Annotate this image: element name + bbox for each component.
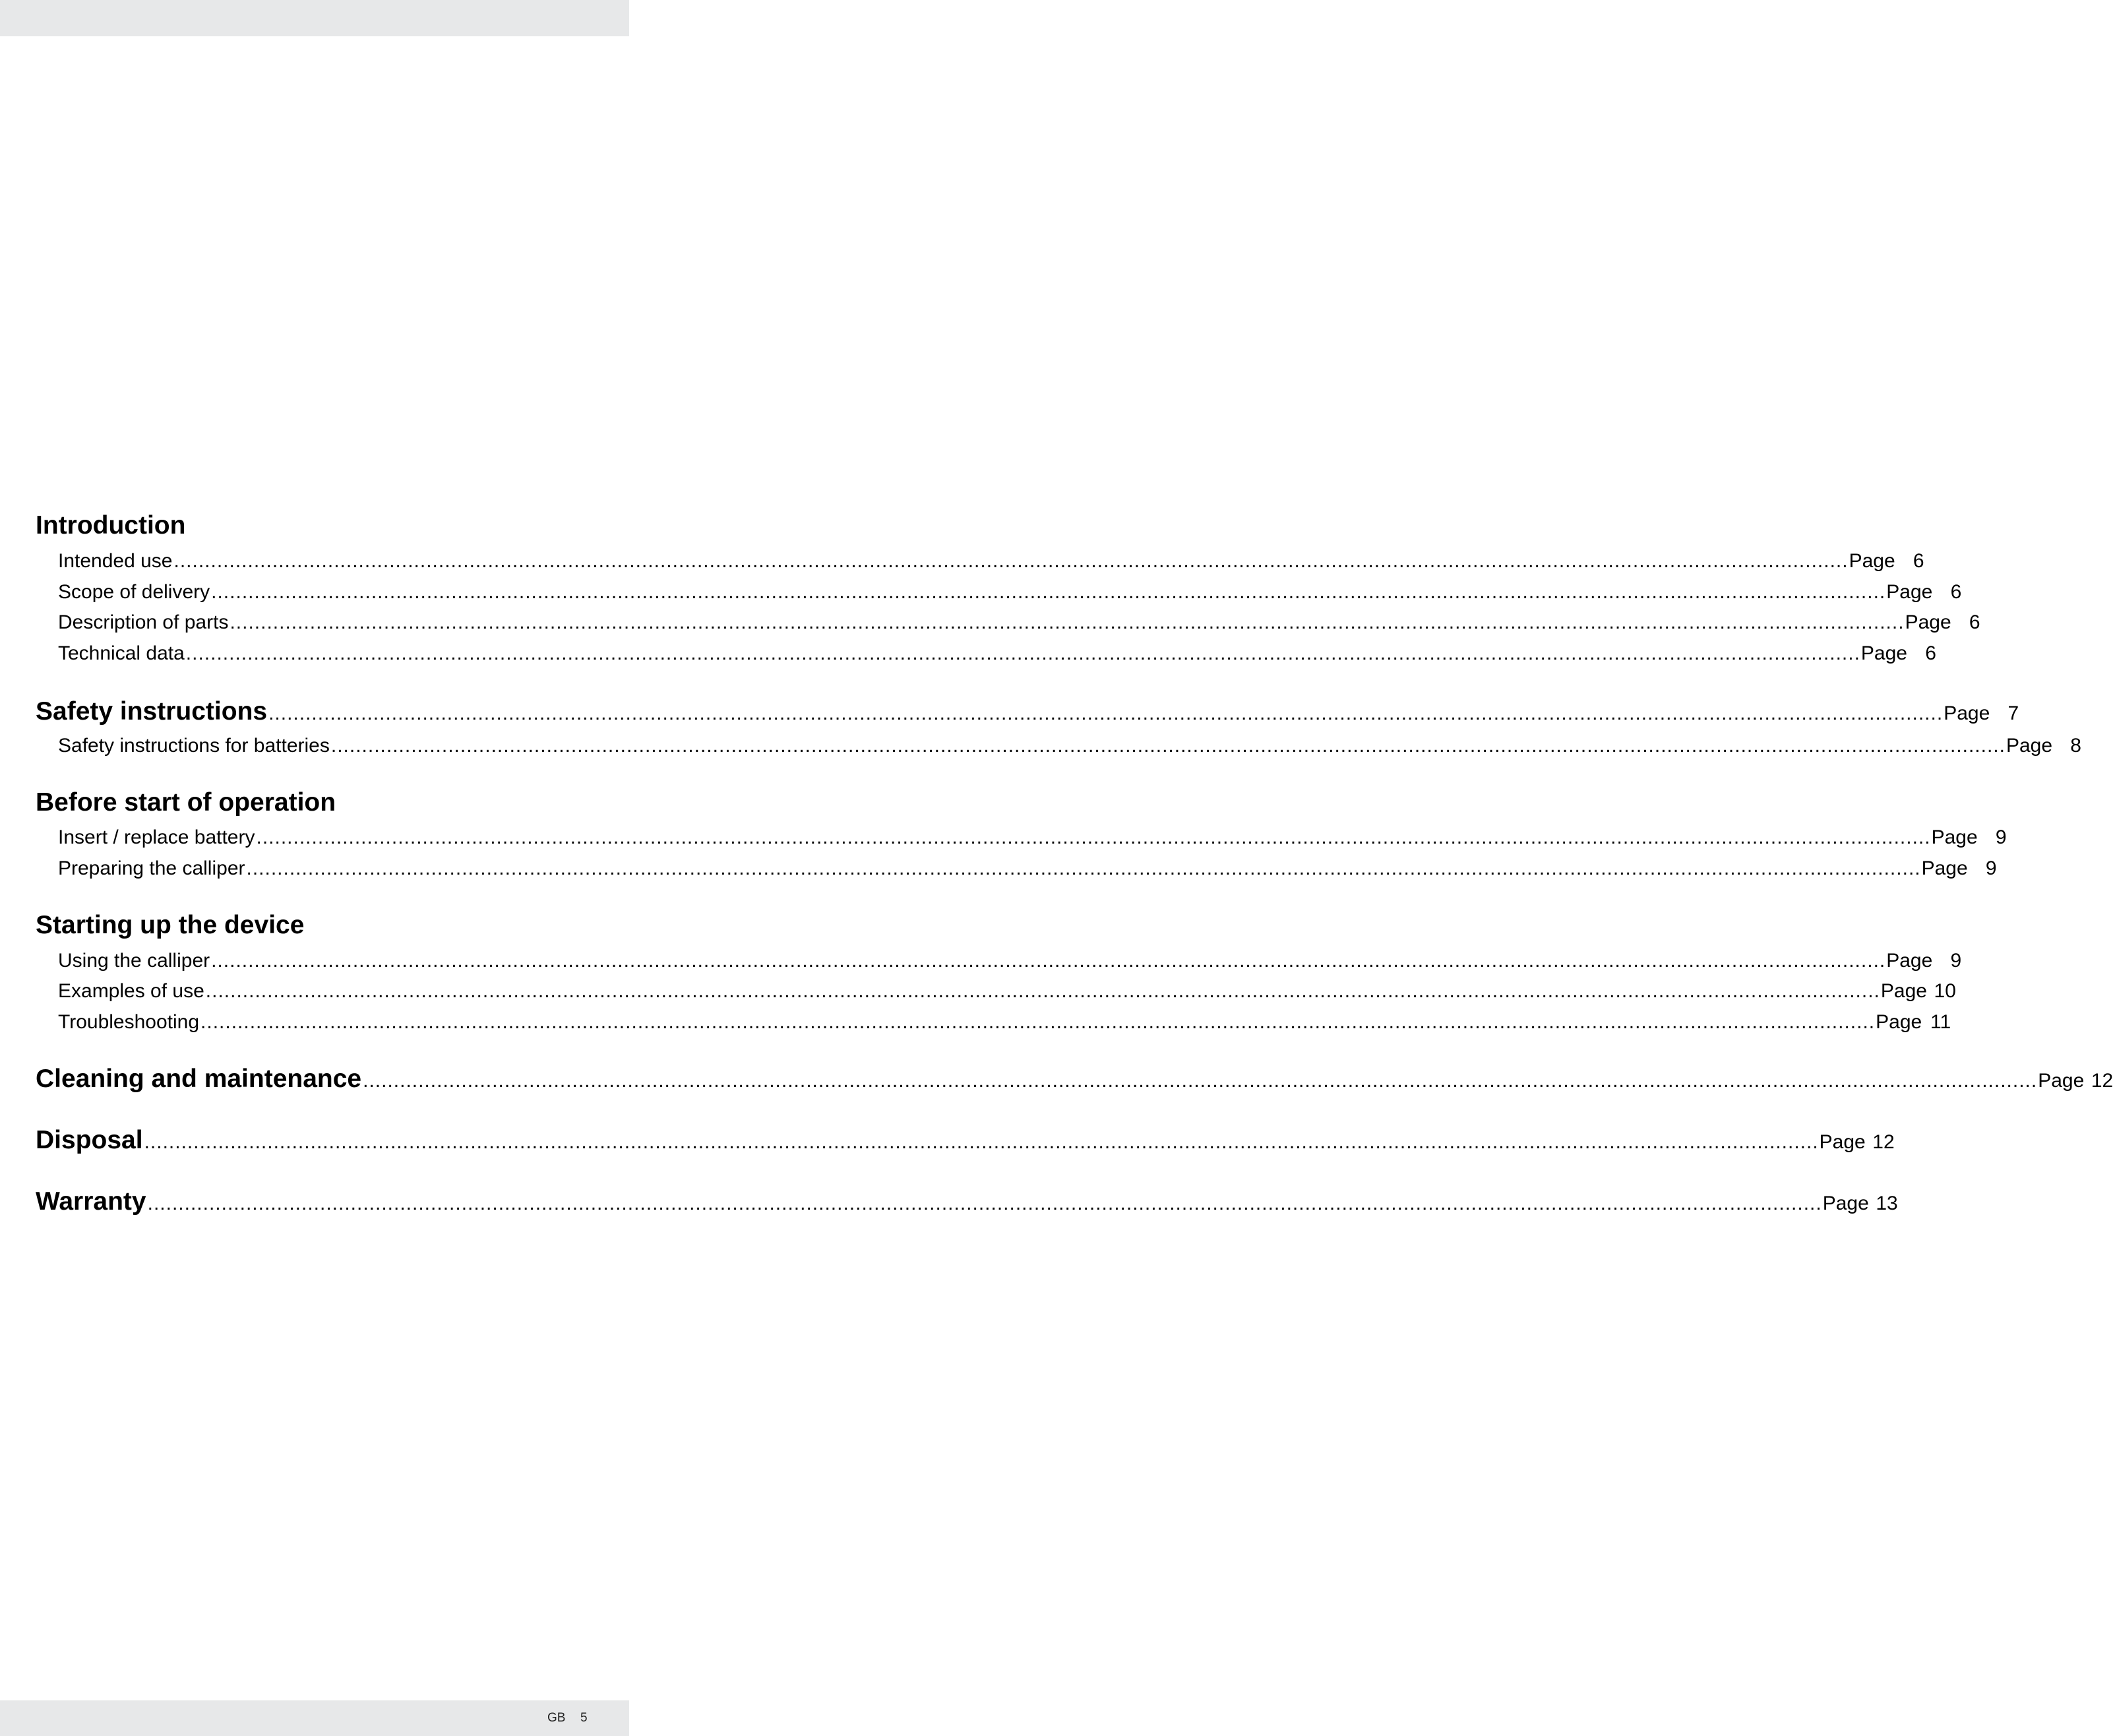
page-label: Page [1819,1131,1866,1153]
toc-heading-title: Disposal [36,1126,143,1154]
toc-heading-title: Warranty [36,1187,146,1216]
page-label: Page [1876,1011,1922,1033]
toc-heading-safety-instructions[interactable] [36,697,2019,726]
page-label: Page [1886,581,1933,603]
toc-entry-description-of-parts[interactable] [58,611,1980,634]
page-label: Page [2006,735,2053,757]
toc-heading-disposal[interactable] [36,1126,1895,1155]
page-number: 13 [1876,1193,1898,1214]
toc-entry-title: Troubleshooting [58,1011,200,1033]
page-label: Page [1822,1193,1869,1214]
toc-heading-before-start [36,788,587,817]
page-number: 9 [1985,857,1997,879]
page-label: Page [1944,702,1990,724]
toc-entry-title: Using the calliper [58,950,210,972]
toc-heading-title: Introduction [36,511,186,540]
toc-entry-using-calliper[interactable] [58,950,1962,972]
toc-entry-troubleshooting[interactable] [58,1011,1951,1034]
toc-entry-title: Intended use [58,550,173,572]
footer-language-code: GB [547,1711,566,1725]
toc-heading-starting-up [36,911,587,940]
toc-entry-technical-data[interactable] [58,642,1936,665]
page-label: Page [1921,857,1968,879]
dot-leader: ................................................................................................................................................................................................................................................................................ [211,581,1886,603]
dot-leader: ................................................................................................................................................................................................................................................................................ [363,1070,2038,1092]
toc-entry-intended-use[interactable] [58,550,1924,573]
dot-leader: ................................................................................................................................................................................................................................................................................ [211,950,1886,972]
toc-entry-preparing-calliper[interactable] [58,857,1997,880]
page-number: 9 [1995,826,2007,848]
footer-band [0,1700,629,1736]
toc-entry-insert-replace-battery[interactable] [58,826,2007,849]
page-number: 8 [2070,735,2081,757]
dot-leader: ................................................................................................................................................................................................................................................................................ [256,826,1931,848]
toc-heading-title: Cleaning and maintenance [36,1065,362,1093]
header-band [0,0,629,36]
toc-heading-introduction [36,511,587,540]
toc-heading-cleaning[interactable] [36,1065,2113,1094]
dot-leader: ................................................................................................................................................................................................................................................................................ [230,611,1905,633]
toc-heading-title: Before start of operation [36,788,336,817]
dot-leader: ................................................................................................................................................................................................................................................................................ [330,735,2006,757]
page-number: 12 [1872,1131,1895,1153]
page-number: 6 [1913,550,1924,572]
dot-leader: ................................................................................................................................................................................................................................................................................ [147,1193,1822,1214]
page-label: Page [2038,1070,2085,1092]
toc-entry-title: Safety instructions for batteries [58,735,330,757]
dot-leader: ................................................................................................................................................................................................................................................................................ [200,1011,1876,1033]
toc-entry-safety-batteries[interactable] [58,735,2081,757]
toc-entry-title: Description of parts [58,611,229,633]
toc-entry-title: Technical data [58,642,185,664]
page-number: 6 [1969,611,1980,633]
page-number: 10 [1934,980,1956,1002]
page-number: 7 [2007,702,2019,724]
toc-entry-title: Preparing the calliper [58,857,245,879]
page-label: Page [1860,642,1907,664]
page-number: 12 [2091,1070,2113,1092]
dot-leader: ................................................................................................................................................................................................................................................................................ [268,702,1944,724]
dot-leader: ................................................................................................................................................................................................................................................................................ [185,642,1860,664]
toc-entry-title: Examples of use [58,980,204,1002]
footer-page-number: 5 [580,1711,588,1725]
page-number: 9 [1950,950,1962,972]
toc-entry-examples-of-use[interactable] [58,980,1956,1003]
page-label: Page [1880,980,1927,1002]
page-label: Page [1931,826,1978,848]
dot-leader: ................................................................................................................................................................................................................................................................................ [246,857,1921,879]
toc-entry-scope-of-delivery[interactable] [58,581,1962,604]
dot-leader: ................................................................................................................................................................................................................................................................................ [144,1131,1819,1153]
page-label: Page [1886,950,1933,972]
toc-heading-warranty[interactable] [36,1187,1898,1216]
dot-leader: ................................................................................................................................................................................................................................................................................ [205,980,1880,1002]
toc-entry-title: Scope of delivery [58,581,210,603]
page-number: 11 [1930,1011,1951,1033]
dot-leader: ................................................................................................................................................................................................................................................................................ [173,550,1849,572]
page-number: 6 [1925,642,1936,664]
toc-entry-title: Insert / replace battery [58,826,255,848]
toc-heading-title: Starting up the device [36,911,305,939]
page-label: Page [1905,611,1951,633]
page-label: Page [1849,550,1895,572]
toc-heading-title: Safety instructions [36,697,268,726]
page-number: 6 [1950,581,1962,603]
